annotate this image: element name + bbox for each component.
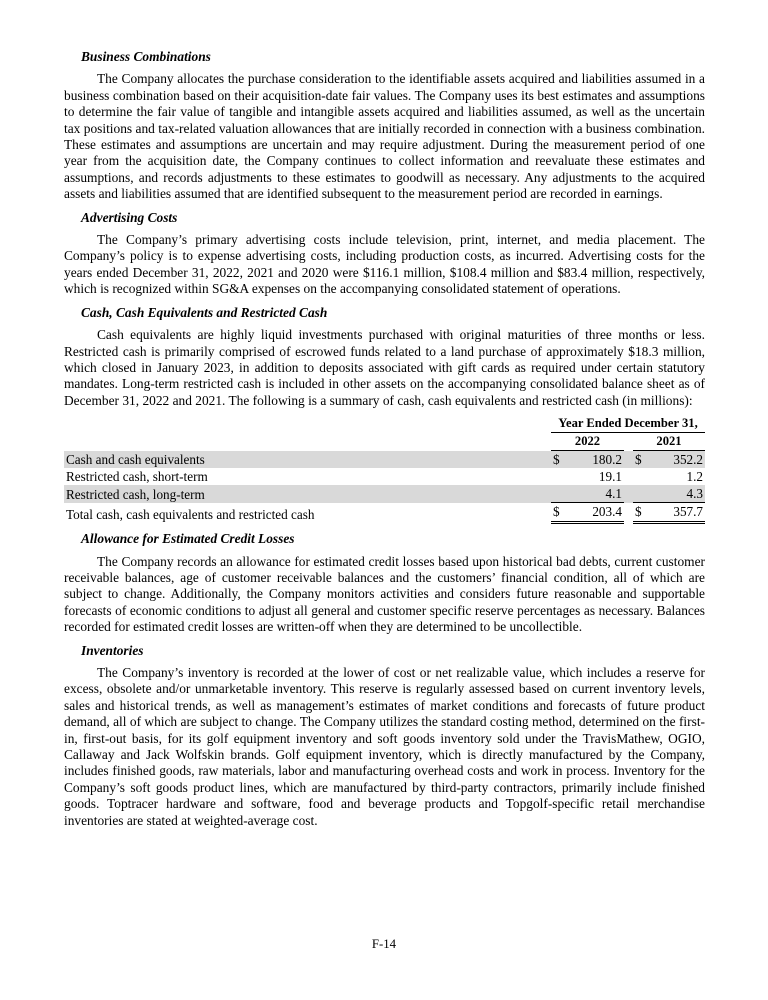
spacer-cell [64, 415, 551, 433]
row-label: Restricted cash, short-term [66, 469, 208, 485]
section-heading-cash-equivalents: Cash, Cash Equivalents and Restricted Cash [81, 304, 328, 320]
table-row-restricted-cash-short-term [64, 468, 705, 485]
paragraph-advertising-costs: The Company’s primary advertising costs include television, print, internet, and media placement. The Company’s policy is to expense advertising costs, including production costs, as incurred. Advertising costs for the years ended December 31, 2022, 2021 and 2020 were $116.1 million, $108.4 million and $83.4 million, respectively, which is recognized within SG&A expenses on the accompanying consolidated statement of operations. [64, 232, 705, 297]
value-cell: 203.4 [568, 503, 624, 523]
currency-cell: $ [633, 451, 650, 469]
paragraph-inventories: The Company’s inventory is recorded at the lower of cost or net realizable value, which includes a reserve for excess, obsolete and/or unmarketable inventory. This reserve is regularly assessed based on current inventory levels, sales and historical trends, as well as management’s estimates of market conditions and forecasts of future product demand, all of which are subject to change. The Company utilizes the standard costing method, determined on the first-in, first-out basis, for its golf equipment inventory and soft goods inventory sold under the TravisMathew, OGIO, Callaway and Jack Wolfskin brands. Golf equipment inventory, which is directly manufactured by the Company, includes finished goods, raw materials, labor and manufacturing overhead costs and work in process. Inventory for the Company’s soft goods product lines, which are manufactured by third-party contractors, primarily include finished goods. Toptracer hardware and software, food and beverage products and Topgolf-specific retail merchandise inventories are stated at weighted-average cost. [64, 664, 705, 828]
currency-cell [633, 485, 650, 503]
year-column-2021: 2021 [633, 433, 705, 451]
value-cell: 352.2 [650, 451, 705, 469]
table-group-header-row [64, 415, 705, 433]
value-cell: 4.3 [650, 485, 705, 503]
section-heading-inventories: Inventories [81, 642, 144, 658]
table-row-restricted-cash-long-term [64, 485, 705, 503]
spacer-cell [624, 503, 633, 523]
table-row-total [64, 503, 705, 523]
currency-cell [551, 468, 568, 485]
row-label: Cash and cash equivalents [64, 451, 551, 469]
spacer-cell [624, 468, 633, 485]
currency-cell: $ [633, 503, 650, 523]
section-heading-business-combinations: Business Combinations [81, 49, 211, 64]
paragraph-business-combinations: The Company allocates the purchase consideration to the identifiable assets acquired and liabilities assumed in a business combination based on their acquisition-date fair values. The Company uses its best estimates and assumptions to determine the fair value of tangible and intangible assets acquired and liabilities assumed, as well as the uncertain tax positions and tax-related valuation allowances that are initially recorded in connection with a business combination. These estimates and assumptions are uncertain and may require adjustment. During the measurement period of one year from the acquisition date, the Company continues to collect information and reevaluate these estimates and assumptions, and records adjustments to these estimates to goodwill as necessary. Any adjustments to the acquired assets and liabilities assumed that are identified subsequent to the measurement period are recorded in earnings. [64, 71, 705, 202]
table-row-cash-and-cash-equivalents [64, 451, 705, 469]
value-cell: 357.7 [650, 503, 705, 523]
value-cell: 4.1 [568, 485, 624, 503]
spacer-cell [624, 451, 633, 469]
spacer-cell [624, 485, 633, 503]
currency-cell [633, 468, 650, 485]
currency-cell [551, 485, 568, 503]
currency-cell: $ [551, 503, 568, 523]
page-number: F-14 [371, 937, 397, 951]
section-heading-advertising-costs: Advertising Costs [81, 209, 178, 225]
paragraph-credit-losses: The Company records an allowance for estimated credit losses based upon historical bad debts, current customer receivable balances, age of customer receivable balances and the customers’ financial condition, all of which are subject to change. Additionally, the Company monitors activities and considers future reasonable and supportable forecasts of economic conditions to adjust all general and customer specific reserve percentages as necessary. Balances recorded for estimated credit losses are written-off when they are determined to be uncollectible. [64, 553, 705, 635]
year-column-2022: 2022 [551, 433, 624, 451]
table-year-header-row [64, 433, 705, 451]
value-cell: 1.2 [686, 469, 704, 485]
row-label: Restricted cash, long-term [64, 485, 551, 503]
currency-cell: $ [551, 451, 568, 469]
row-label: Total cash, cash equivalents and restricted cash [66, 506, 315, 522]
paragraph-cash-equivalents: Cash equivalents are highly liquid investments purchased with original maturities of three months or less. Restricted cash is primarily comprised of escrowed funds related to a land purchase of approximately $18.3 million, which closed in January 2023, in addition to deposits associated with gift cards as required under certain statutory mandates. Long-term restricted cash is included in other assets on the accompanying consolidated balance sheet as of December 31, 2022 and 2021. The following is a summary of cash, cash equivalents and restricted cash (in millions): [64, 327, 705, 408]
value-cell: 19.1 [598, 469, 622, 485]
spacer-cell [64, 433, 551, 451]
spacer-cell [624, 433, 633, 451]
table-group-header: Year Ended December 31, [551, 415, 705, 433]
value-cell: 180.2 [568, 451, 624, 469]
cash-summary-table [64, 415, 705, 524]
section-heading-credit-losses: Allowance for Estimated Credit Losses [81, 531, 295, 547]
